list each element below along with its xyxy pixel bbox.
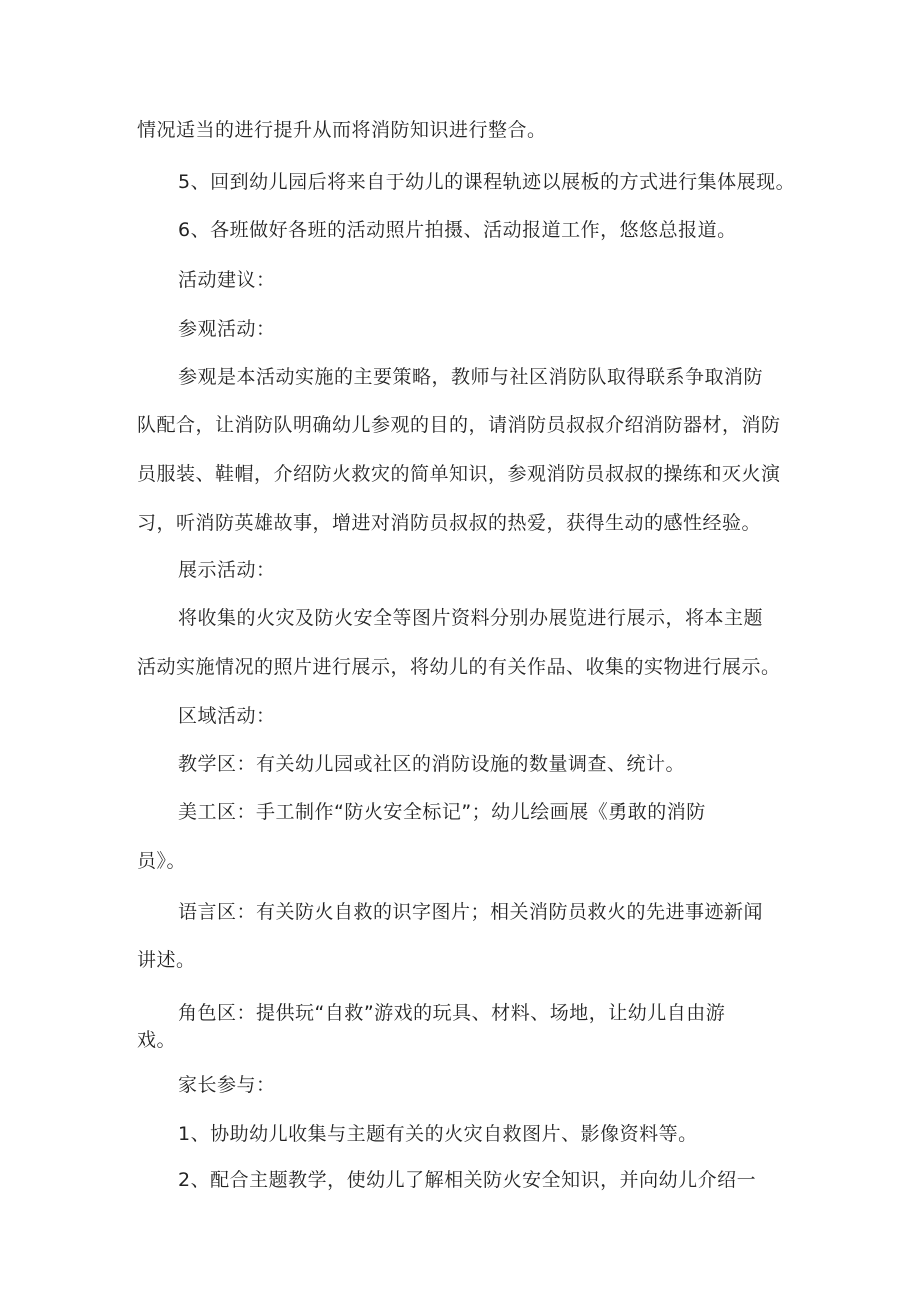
text-line: 美工区：手工制作“防火安全标记”；幼儿绘画展《勇敢的消防 [178, 801, 706, 823]
section-heading: 区域活动： [178, 705, 276, 727]
section-heading: 家长参与： [178, 1074, 276, 1096]
text-line: 语言区：有关防火自救的识字图片；相关消防员救火的先进事迹新闻 [178, 901, 764, 923]
text-line: 活动实施情况的照片进行展示，将幼儿的有关作品、收集的实物进行展示。 [137, 656, 781, 678]
section-heading: 活动建议： [178, 269, 276, 291]
text-line: 6、各班做好各班的活动照片拍摄、活动报道工作，悠悠总报道。 [178, 219, 737, 241]
text-line: 队配合，让消防队明确幼儿参观的目的，请消防员叔叔介绍消防器材，消防 [137, 414, 781, 436]
text-line: 1、协助幼儿收集与主题有关的火灾自救图片、影像资料等。 [178, 1123, 698, 1145]
text-line: 员服装、鞋帽，介绍防火救灾的简单知识，参观消防员叔叔的操练和灭火演 [137, 463, 781, 485]
text-line: 讲述。 [137, 949, 196, 971]
text-line: 5、回到幼儿园后将来自于幼儿的课程轨迹以展板的方式进行集体展现。 [178, 171, 796, 193]
section-heading: 展示活动： [178, 559, 276, 581]
text-line: 2、配合主题教学，使幼儿了解相关防火安全知识，并向幼儿介绍一 [178, 1169, 757, 1191]
text-line: 将收集的火灾及防火安全等图片资料分别办展览进行展示，将本主题 [178, 607, 764, 629]
text-line: 员》。 [137, 850, 187, 872]
text-line: 习，听消防英雄故事，增进对消防员叔叔的热爱，获得生动的感性经验。 [137, 512, 762, 534]
text-line: 角色区：提供玩“自救”游戏的玩具、材料、场地，让幼儿自由游 [178, 1002, 726, 1024]
text-line: 戏。 [137, 1029, 177, 1051]
section-heading: 参观活动： [178, 318, 276, 340]
text-line: 教学区：有关幼儿园或社区的消防设施的数量调查、统计。 [178, 753, 686, 775]
text-line: 情况适当的进行提升从而将消防知识进行整合。 [137, 119, 547, 141]
text-line: 参观是本活动实施的主要策略，教师与社区消防队取得联系争取消防 [178, 366, 764, 388]
